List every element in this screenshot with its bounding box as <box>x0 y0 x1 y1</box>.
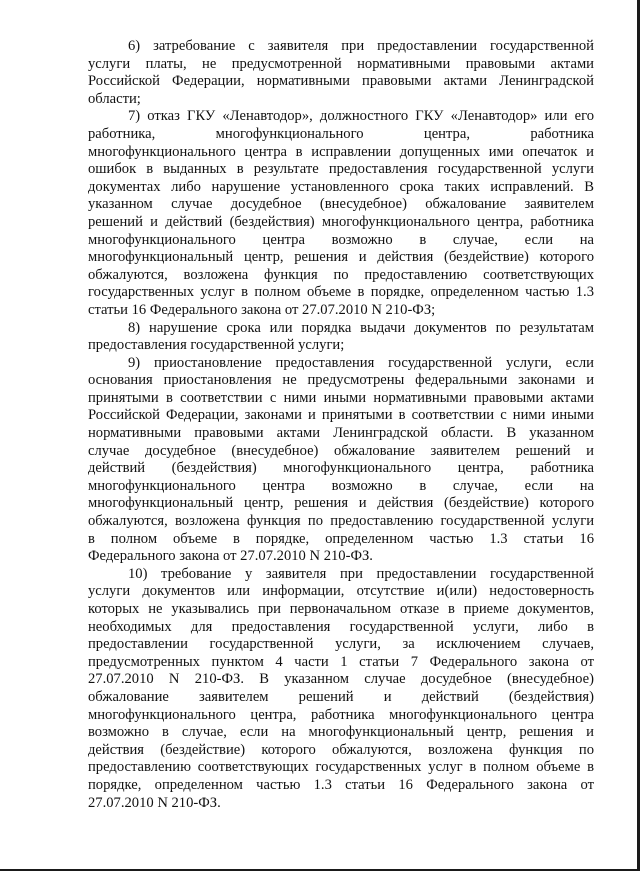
text-line: 27.07.2010 N 210-ФЗ. В указанном случае досудебное (внесудебное) <box>88 671 594 688</box>
text-line: Российской Федерации, нормативными правовыми актами Ленинградской <box>88 73 594 90</box>
text-line: указанном случае досудебное (внесудебное) обжалование заявителем <box>88 196 594 213</box>
text-line: 7) отказ ГКУ «Ленавтодор», должностного ГКУ «Ленавтодор» или его <box>128 108 594 125</box>
text-line: решений и действий (бездействия) многофункционального центра, работника <box>88 213 594 230</box>
text-line: предоставлении государственной услуги, за исключением случаев, <box>88 636 594 653</box>
text-line: многофункционального центра возможно в случае, если на <box>88 231 594 248</box>
text-line: документах либо нарушение установленного срока таких исправлений. В <box>88 178 594 195</box>
document-page <box>88 38 594 812</box>
text-line: ошибок в выданных в результате предоставления государственной услуги <box>88 161 594 178</box>
text-line: многофункциональный центр, решения и действия (бездействие) которого <box>88 249 594 266</box>
text-line: Федерального закона от 27.07.2010 N 210-ФЗ. <box>88 548 373 565</box>
text-line: области; <box>88 90 141 107</box>
text-line: 27.07.2010 N 210-ФЗ. <box>88 794 221 811</box>
text-line: обжалуются, возложена функция по предоставлению соответствующих <box>88 266 594 283</box>
text-line: которых не указывались при первоначальном отказе в приеме документов, <box>88 601 594 617</box>
text-line: услуги платы, не предусмотренной нормативными правовыми актами <box>88 55 594 72</box>
text-line: работника, многофункционального центра, работника <box>88 125 594 142</box>
text-line: многофункциональный центр, решения и действия (бездействие) которого <box>88 495 594 512</box>
paragraph-8 <box>88 320 594 355</box>
text-line: обжалуются, возложена функция по предоставлению государственной услуги <box>88 513 594 530</box>
text-line: 10) требование у заявителя при предоставлении государственной <box>128 565 594 582</box>
text-line: многофункционального центра, работника многофункционального центра <box>88 706 594 723</box>
text-line: нормативными правовыми актами Ленинградской области. В указанном <box>88 425 594 442</box>
text-line: многофункционального центра возможно в случае, если на <box>88 477 594 494</box>
text-line: государственных услуг в полном объеме в порядке, определенном частью 1.3 <box>88 284 594 301</box>
text-line: статьи 16 Федерального закона от 27.07.2010 N 210-ФЗ; <box>88 301 436 318</box>
text-line: действия (бездействие) которого обжалуются, возложена функция по <box>88 741 594 758</box>
text-line: предоставления государственной услуги; <box>88 337 345 354</box>
text-line: предоставлению соответствующих государственных услуг в полном объеме в <box>88 759 594 776</box>
text-line: Российской Федерации, законами и принятыми в соответствии с ними иными <box>88 407 594 424</box>
text-line: обжалование заявителем решений и действий (бездействия) <box>88 688 594 705</box>
text-line: необходимых для предоставления государственной услуги, либо в <box>88 618 594 635</box>
text-line: предусмотренных пунктом 4 части 1 статьи 7 Федерального закона от <box>88 653 594 670</box>
paragraph-7 <box>88 108 594 319</box>
text-line: случае досудебное (внесудебное) обжалование заявителем решений и <box>88 442 594 459</box>
paragraph-9 <box>88 355 594 566</box>
paragraph-10 <box>88 566 594 812</box>
text-line: возможно в случае, если на многофункциональный центр, решения и <box>88 724 594 741</box>
text-line: в полном объеме в порядке, определенном частью 1.3 статьи 16 <box>88 530 594 547</box>
paragraph-6 <box>88 38 594 108</box>
text-line: многофункционального центра в исправлении допущенных ими опечаток и <box>88 143 594 160</box>
text-line: 6) затребование с заявителя при предоставлении государственной <box>128 38 594 54</box>
text-line: принятыми в соответствии с ними иными нормативными правовыми актами <box>88 389 594 406</box>
text-line: 8) нарушение срока или порядка выдачи документов по результатам <box>128 319 594 336</box>
text-line: основания приостановления не предусмотрены федеральными законами и <box>88 372 594 389</box>
text-line: порядке, определенном частью 1.3 статьи 16 Федерального закона от <box>88 776 594 793</box>
text-line: услуги документов или информации, отсутствие и(или) недостоверность <box>88 583 594 600</box>
text-line: действий (бездействия) многофункционального центра, работника <box>88 460 594 477</box>
text-line: 9) приостановление предоставления государственной услуги, если <box>128 354 594 371</box>
